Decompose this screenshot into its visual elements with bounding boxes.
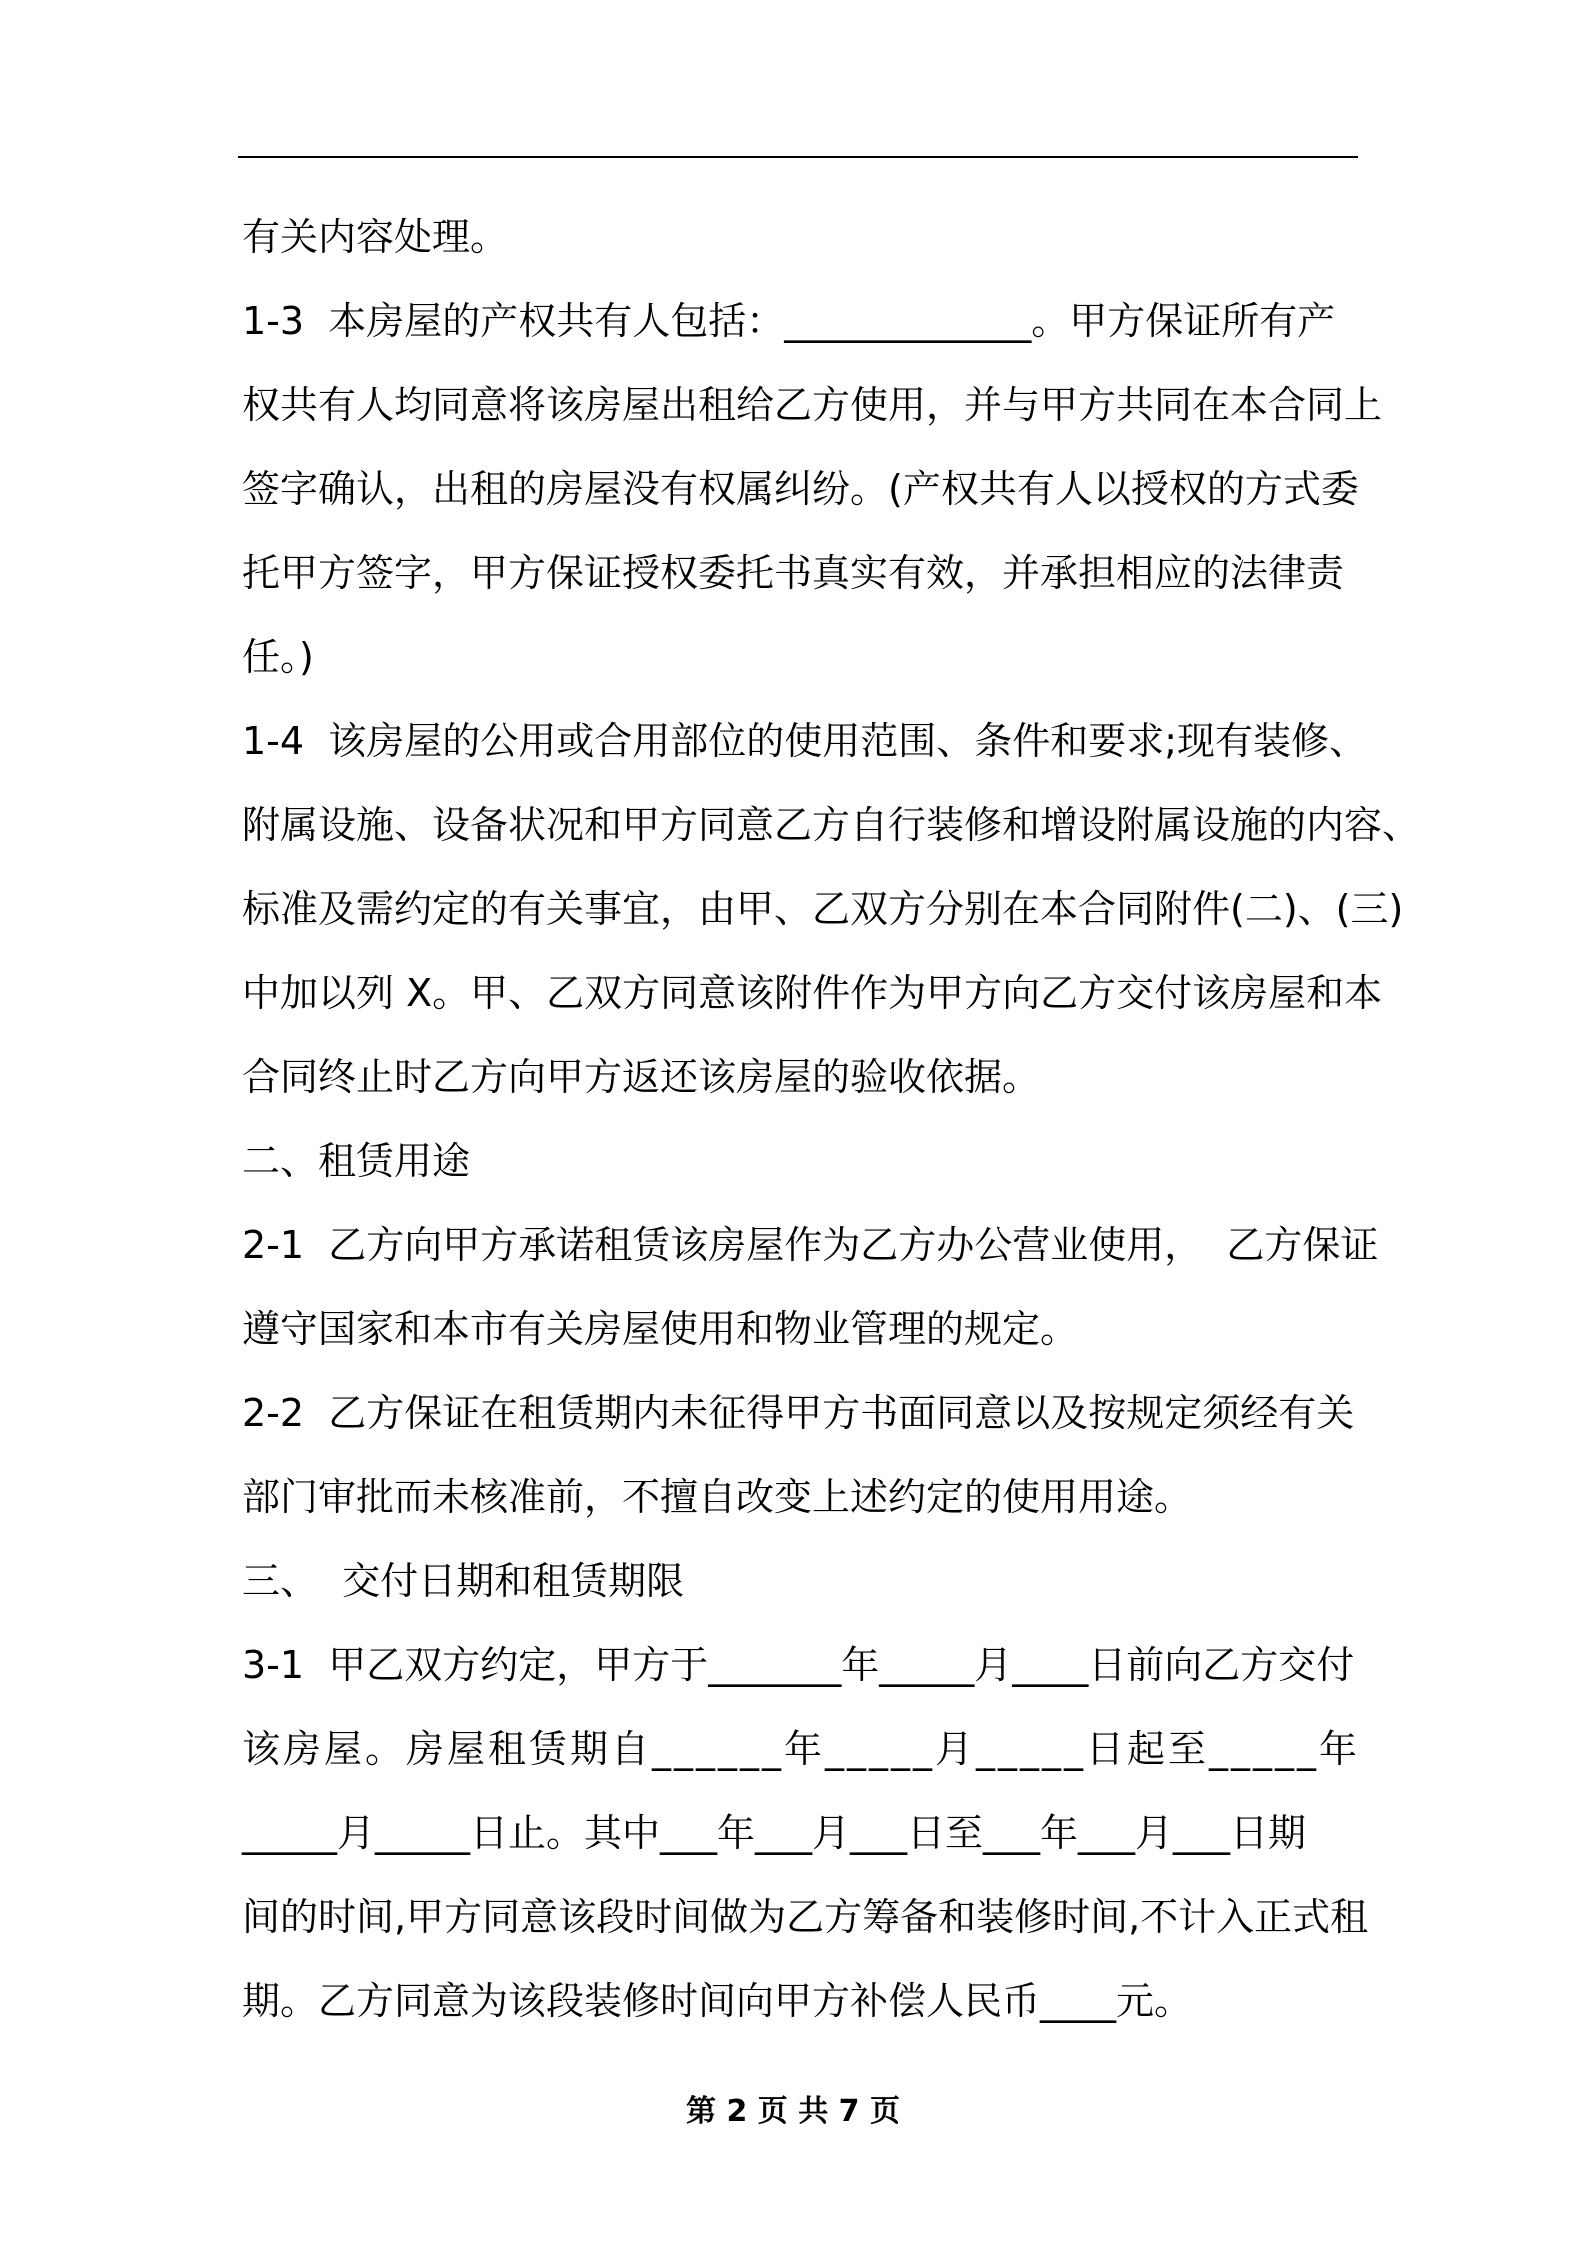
clause-1-3-line: 1-3 本房屋的产权共有人包括：_____________。甲方保证所有产 xyxy=(242,299,1336,343)
body-line: 权共有人均同意将该房屋出租给乙方使用，并与甲方共同在本合同上 xyxy=(242,383,1383,427)
page-number-footer: 第 2 页 共 7 页 xyxy=(686,2094,900,2129)
body-line: 该房屋。房屋租赁期自______年_____月_____日起至_____年 xyxy=(242,1727,1361,1771)
body-line: 标准及需约定的有关事宜，由甲、乙双方分别在本合同附件(二)、(三) xyxy=(242,887,1404,931)
body-line: 间的时间,甲方同意该段时间做为乙方筹备和装修时间,不计入正式租 xyxy=(242,1895,1369,1939)
body-line: 托甲方签字，甲方保证授权委托书真实有效，并承担相应的法律责 xyxy=(242,551,1345,595)
contract-body xyxy=(242,195,1421,2043)
body-line: 合同终止时乙方向甲方返还该房屋的验收依据。 xyxy=(242,1055,1041,1099)
body-line: 遵守国家和本市有关房屋使用和物业管理的规定。 xyxy=(242,1307,1079,1351)
clause-2-1-line: 2-1 乙方向甲方承诺租赁该房屋作为乙方办公营业使用， 乙方保证 xyxy=(242,1223,1379,1267)
body-line: 期。乙方同意为该段装修时间向甲方补偿人民币____元。 xyxy=(242,1979,1193,2023)
header-rule xyxy=(238,156,1358,158)
section-heading-3: 三、 交付日期和租赁期限 xyxy=(242,1559,685,1603)
body-line: 签字确认，出租的房屋没有权属纠纷。(产权共有人以授权的方式委 xyxy=(242,467,1359,511)
section-heading-2: 二、租赁用途 xyxy=(242,1139,471,1183)
body-line: 中加以列 X。甲、乙双方同意该附件作为甲方向乙方交付该房屋和本 xyxy=(242,971,1383,1015)
body-line: 部门审批而未核准前，不擅自改变上述约定的使用用途。 xyxy=(242,1475,1193,1519)
clause-2-2-line: 2-2 乙方保证在租赁期内未征得甲方书面同意以及按规定须经有关 xyxy=(242,1391,1355,1435)
body-line: 有关内容处理。 xyxy=(242,215,509,259)
clause-1-4-line: 1-4 该房屋的公用或合用部位的使用范围、条件和要求;现有装修、 xyxy=(242,719,1368,763)
body-line: 任。) xyxy=(242,635,314,679)
body-line: 附属设施、设备状况和甲方同意乙方自行装修和增设附属设施的内容、 xyxy=(242,803,1421,847)
body-line: _____月_____日止。其中___年___月___日至___年___月___日期 xyxy=(242,1811,1307,1855)
clause-3-1-line: 3-1 甲乙双方约定，甲方于_______年_____月____日前向乙方交付 xyxy=(242,1643,1355,1687)
